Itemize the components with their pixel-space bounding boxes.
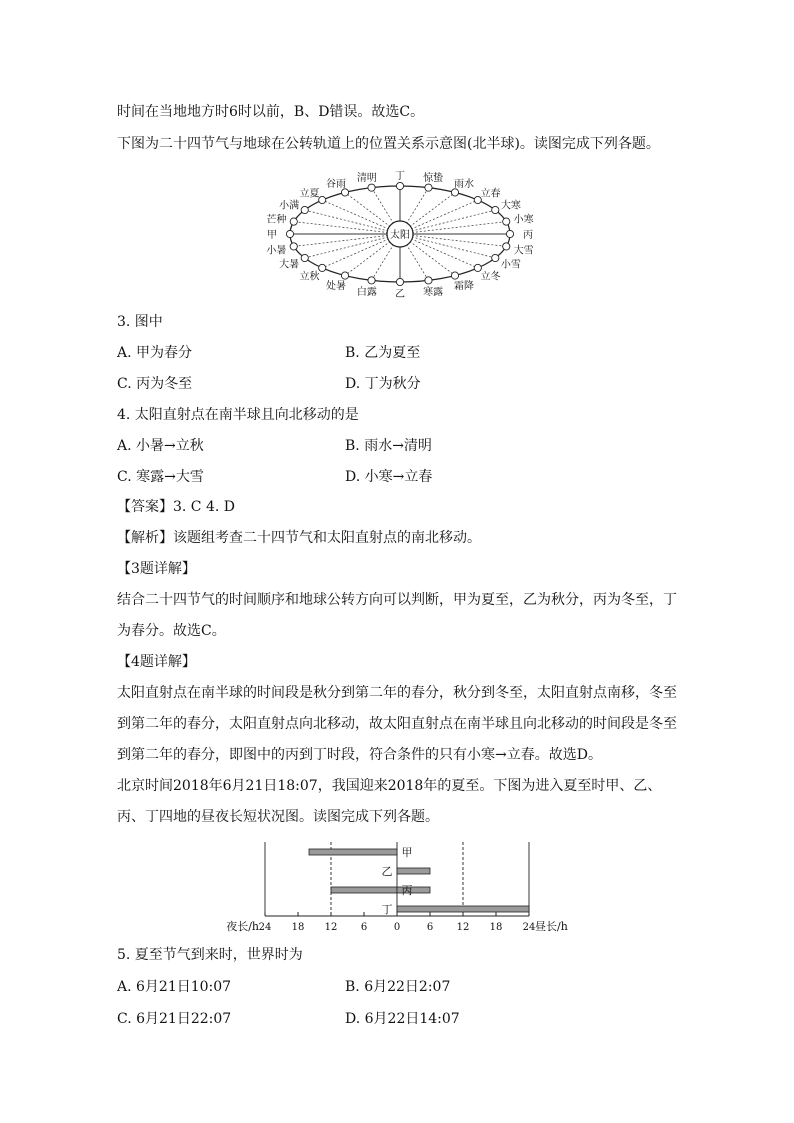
earth-position-marker	[341, 189, 348, 196]
chart-right-axis-label: 昼长/h	[535, 920, 568, 933]
q4-option-b[interactable]: B. 雨水→清明	[345, 438, 432, 454]
answer: 【答案】3. C 4. D	[117, 499, 236, 515]
solar-term-label: 立冬	[480, 271, 501, 283]
text-line: 到第二年的春分，太阳直射点向北移动，故太阳直射点在南半球且向北移动的时间段是冬至	[117, 716, 677, 732]
text-line: 下图为二十四节气与地球在公转轨道上的位置关系示意图(北半球)。读图完成下列各题。	[117, 136, 660, 152]
text-line: 太阳直射点在南半球的时间段是秋分到第二年的春分，秋分到冬至，太阳直射点南移，冬至	[117, 685, 677, 701]
earth-position-marker	[368, 184, 375, 191]
solar-term-label: 白露	[356, 286, 377, 298]
solar-term-label: 霜降	[454, 281, 474, 293]
question-3: 3. 图中	[117, 314, 163, 330]
text-line: 丙、丁四地的昼夜长短状况图。读图完成下列各题。	[117, 809, 439, 825]
earth-position-marker	[451, 272, 458, 279]
solar-term-label: 处暑	[326, 281, 346, 293]
place-label: 丁	[381, 903, 393, 916]
place-label: 乙	[381, 865, 393, 878]
orbit-ray	[305, 210, 400, 234]
solar-term-label: 小暑	[266, 245, 287, 257]
solar-term-label: 立秋	[299, 271, 320, 283]
text-line: 时间在当地地方时6时以前，B、D错误。故选C。	[117, 104, 425, 120]
day-bar	[397, 906, 529, 912]
solar-term-label: 大雪	[513, 245, 534, 257]
orbit-ray	[400, 234, 506, 246]
q4-option-a[interactable]: A. 小暑→立秋	[117, 438, 204, 454]
solar-term-label: 芒种	[266, 214, 287, 226]
solar-term-label: 小满	[279, 200, 300, 212]
orbit-diagram	[240, 160, 560, 305]
sun-label: 太阳	[390, 230, 410, 241]
orbit-ray	[305, 234, 400, 258]
solar-term-label: 立春	[480, 188, 501, 200]
night-bar	[331, 887, 397, 893]
earth-position-marker	[506, 230, 513, 237]
detail-3-title: 【3题详解】	[117, 561, 196, 577]
solar-term-label: 寒露	[423, 286, 444, 298]
earth-position-marker	[503, 243, 510, 250]
q3-option-a[interactable]: A. 甲为春分	[117, 345, 193, 361]
q4-option-c[interactable]: C. 寒露→大雪	[117, 469, 204, 485]
solar-term-label: 大寒	[500, 200, 521, 212]
solar-term-label: 丙	[523, 230, 533, 241]
q5-option-c[interactable]: C. 6月21日22:07	[117, 1011, 232, 1027]
q5-option-a[interactable]: A. 6月21日10:07	[117, 979, 232, 995]
day-night-chart	[226, 838, 568, 938]
chart-tick-label: 12	[324, 922, 338, 933]
text-line: 北京时间2018年6月21日18:07，我国迎来2018年的夏至。下图为进入夏至时甲、乙、	[117, 778, 662, 794]
q4-option-d[interactable]: D. 小寒→立春	[345, 469, 433, 485]
text-line: 到第二年的春分，即图中的丙到丁时段，符合条件的只有小寒→立春。故选D。	[117, 747, 602, 763]
earth-position-marker	[396, 182, 403, 189]
q5-option-d[interactable]: D. 6月22日14:07	[345, 1011, 460, 1027]
earth-position-marker	[301, 206, 308, 213]
earth-position-marker	[492, 254, 499, 261]
orbit-ray	[294, 222, 400, 234]
solar-term-label: 甲	[267, 230, 277, 241]
night-bar	[309, 849, 397, 855]
orbit-ray	[400, 222, 506, 234]
solar-term-label: 谷雨	[326, 178, 346, 190]
solar-term-label: 乙	[395, 289, 405, 300]
chart-tick-label: 18	[291, 922, 305, 933]
chart-tick-label: 18	[489, 922, 503, 933]
earth-position-marker	[425, 184, 432, 191]
chart-left-axis-label: 夜长/h	[226, 920, 259, 933]
detail-4-title: 【4题详解】	[117, 654, 196, 670]
earth-position-marker	[396, 278, 403, 285]
earth-position-marker	[290, 243, 297, 250]
solar-term-label: 小寒	[513, 214, 534, 226]
text-line: 为春分。故选C。	[117, 623, 226, 639]
chart-tick-label: 24	[258, 922, 272, 933]
day-bar	[397, 868, 430, 874]
earth-position-marker	[301, 254, 308, 261]
chart-tick-label: 0	[393, 922, 401, 933]
orbit-ray	[400, 234, 495, 258]
chart-tick-label: 6	[426, 922, 434, 933]
earth-position-marker	[425, 277, 432, 284]
question-5: 5. 夏至节气到来时，世界时为	[117, 947, 303, 963]
solar-term-label: 小雪	[500, 259, 521, 271]
place-label: 甲	[401, 846, 413, 859]
chart-tick-label: 24	[522, 922, 536, 933]
earth-position-marker	[503, 218, 510, 225]
earth-position-marker	[492, 206, 499, 213]
q3-option-d[interactable]: D. 丁为秋分	[345, 376, 421, 392]
earth-position-marker	[474, 264, 481, 271]
text-line: 结合二十四节气的时间顺序和地球公转方向可以判断，甲为夏至，乙为秋分，丙为冬至，丁	[117, 592, 677, 608]
question-4: 4. 太阳直射点在南半球且向北移动的是	[117, 407, 359, 423]
solar-term-label: 清明	[356, 173, 377, 185]
earth-position-marker	[290, 218, 297, 225]
q3-option-b[interactable]: B. 乙为夏至	[345, 345, 421, 361]
earth-position-marker	[286, 230, 293, 237]
earth-position-marker	[451, 189, 458, 196]
solar-term-label: 大暑	[279, 259, 300, 271]
place-label: 丙	[401, 884, 413, 897]
analysis: 【解析】该题组考查二十四节气和太阳直射点的南北移动。	[117, 530, 481, 546]
q5-option-b[interactable]: B. 6月22日2:07	[345, 979, 451, 995]
orbit-ray	[294, 234, 400, 246]
chart-tick-label: 12	[456, 922, 470, 933]
solar-term-label: 雨水	[454, 178, 474, 190]
solar-term-label: 立夏	[299, 188, 320, 200]
q3-option-c[interactable]: C. 丙为冬至	[117, 376, 193, 392]
solar-term-label: 丁	[395, 171, 405, 182]
earth-position-marker	[319, 264, 326, 271]
earth-position-marker	[319, 196, 326, 203]
earth-position-marker	[368, 277, 375, 284]
solar-term-label: 惊蛰	[423, 173, 444, 185]
chart-tick-label: 6	[360, 922, 368, 933]
orbit-ray	[400, 210, 495, 234]
earth-position-marker	[341, 272, 348, 279]
